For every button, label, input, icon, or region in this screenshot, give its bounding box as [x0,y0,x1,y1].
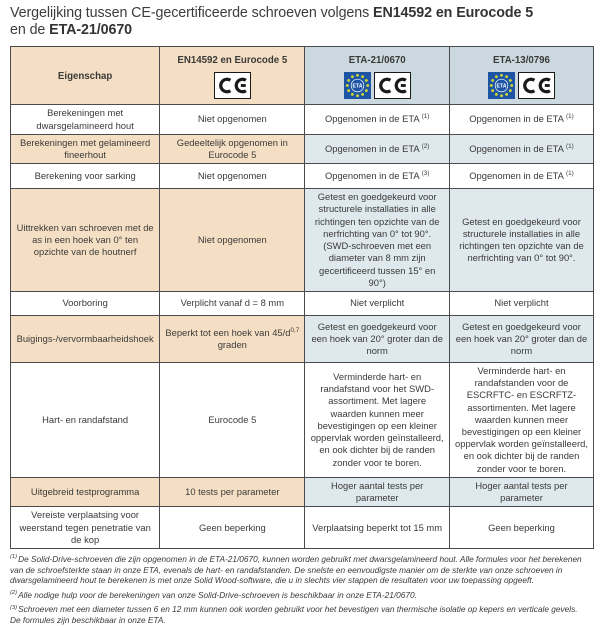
footnote [10,590,590,601]
ce-mark-icon [518,72,555,99]
table-row [11,134,594,163]
certification-marks [214,72,251,99]
table-cell: Opgenomen in de ETA $^{(1)}$ [449,105,593,134]
row-property-label: Uittrekken van schroeven met de as in een hoek van 0° ten opzichte van de houtnerf [11,189,160,292]
table-cell: Opgenomen in de ETA $^{(1)}$ [449,134,593,163]
row-property-label: Berekeningen met dwarsgelamineerd hout [11,105,160,134]
table-cell: Getest en goedgekeurd voor structurele installaties in alle richtingen ten opzichte van de nerfrichting van 0° tot 90°. [449,189,593,292]
table-row [11,362,594,477]
ce-mark-icon [214,72,251,99]
column-header-eta13 [449,47,593,105]
footnote-marker: (2) [10,590,18,597]
title-line1-bold: EN14592 en Eurocode 5 [373,5,534,21]
ce-mark-icon [374,72,411,99]
table-row [11,291,594,315]
footnote [10,604,590,625]
column-header-label: ETA-13/0796 [493,55,550,66]
table-cell: Verminderde hart- en randafstanden voor de ESCRFTC- en ESCRFTZ-assortimenten. Met lagere waarden kunnen meer bevestigingen op een kleiner oppervlak worden geïnstalleerd, en ook dichter bij de randen zonder voor te boren. [449,362,593,477]
table-cell: Hoger aantal tests per parameter [449,477,593,506]
column-header-label: ETA-21/0670 [348,55,406,66]
page-title [10,5,592,39]
table-cell: Hoger aantal tests per parameter [305,477,450,506]
title-line1-normal: Vergelijking tussen CE-gecertificeerde schroeven volgens [10,5,374,21]
title-line2-normal: en de [10,22,50,39]
table-cell: Gedeeltelijk opgenomen in Eurocode 5 [160,134,305,163]
table-cell: Opgenomen in de ETA $^{(3)}$ [305,164,450,189]
table-row [11,477,594,506]
row-property-label: Voorboring [11,291,160,315]
footnote-text: De Solid-Drive-schroeven die zijn opgenomen in de ETA-21/0670, kunnen worden gebruikt met dwarsgelamineerd hout. Alle formules voor het berekenen van de schroefsterkte staan in onze ETA, evenals de hart- en randafstanden. De snelste en eenvoudigste manier om de sterkte van onze schroeven in dwarsgelamineerd hout te berekenen is met onze Solid Wood-software, die u in slechts vier stappen de resultaten voor uw toepassing opgeeft. [10,554,582,586]
certification-marks [488,72,555,99]
table-cell: Niet opgenomen [160,164,305,189]
table-cell: Beperkt tot een hoek van $45/d^{0,7}$ graden [160,315,305,362]
certification-marks [344,72,411,99]
column-header-eigenschap [11,47,160,105]
table-cell: Geen beperking [449,507,593,549]
row-property-label: Vereiste verplaatsing voor weerstand tegen penetratie van de kop [11,507,160,549]
table-cell: Getest en goedgekeurd voor een hoek van 20° groter dan de norm [449,315,593,362]
table-row [11,315,594,362]
table-cell: Niet verplicht [449,291,593,315]
table-cell: Verplaatsing beperkt tot 15 mm [305,507,450,549]
footnotes [10,554,592,626]
eta-logo-icon [344,72,371,99]
table-row [11,105,594,134]
table-cell: Verminderde hart- en randafstand voor het SWD-assortiment. Met lagere waarden kunnen meer bevestigingen op een kleiner oppervlak worden geïnstalleerd, en ook dichter bij de randen zonder voor te boren. [305,362,450,477]
row-property-label: Uitgebreid testprogramma [11,477,160,506]
column-header-en14592 [160,47,305,105]
footnote-text: Schroeven met een diameter tussen 6 en 12 mm kunnen ook worden gebruikt voor het bevestigen van thermische isolatie op kepers en verticale gevels. De formules zijn beschikbaar in onze ETA. [10,604,578,626]
row-property-label: Berekening voor sarking [11,164,160,189]
column-header-eta21 [305,47,450,105]
table-cell: Geen beperking [160,507,305,549]
table-header-row [11,47,594,105]
table-cell: Verplicht vanaf d = 8 mm [160,291,305,315]
eta-logo-icon [488,72,515,99]
footnote-marker: (1) [10,554,18,561]
table-cell: Niet opgenomen [160,189,305,292]
footnote-marker: (3) [10,604,18,611]
column-header-label: Eigenschap [57,70,113,82]
table-cell: Getest en goedgekeurd voor een hoek van 20° groter dan de norm [305,315,450,362]
table-cell: Opgenomen in de ETA $^{(1)}$ [449,164,593,189]
table-cell: Niet verplicht [305,291,450,315]
row-property-label: Buigings-/vervormbaarheidshoek [11,315,160,362]
row-property-label: Hart- en randafstand [11,362,160,477]
footnote [10,554,590,586]
svg-text:ETA: ETA [352,83,363,90]
title-line2-bold: ETA-21/0670 [49,22,133,39]
table-cell: Niet opgenomen [160,105,305,134]
column-header-label: EN14592 en Eurocode 5 [177,55,288,66]
table-cell: Eurocode 5 [160,362,305,477]
table-cell: Opgenomen in de ETA $^{(1)}$ [305,105,450,134]
row-property-label: Berekeningen met gelamineerd fineerhout [11,134,160,163]
footnote-text: Alle nodige hulp voor de berekeningen van onze Solid-Drive-schroeven is beschikbaar in onze ETA-21/0670. [18,589,417,600]
table-row [11,507,594,549]
svg-text:ETA: ETA [496,83,507,90]
comparison-table [10,46,594,549]
table-cell: Getest en goedgekeurd voor structurele installaties in alle richtingen ten opzichte van de nerfrichting van 0° tot 90°. (SWD-schroeven met een diameter van 8 mm zijn gecertificeerd tussen 15° en 90°) [305,189,450,292]
table-row [11,189,594,292]
table-cell: 10 tests per parameter [160,477,305,506]
table-row [11,164,594,189]
table-cell: Opgenomen in de ETA $^{(2)}$ [305,134,450,163]
